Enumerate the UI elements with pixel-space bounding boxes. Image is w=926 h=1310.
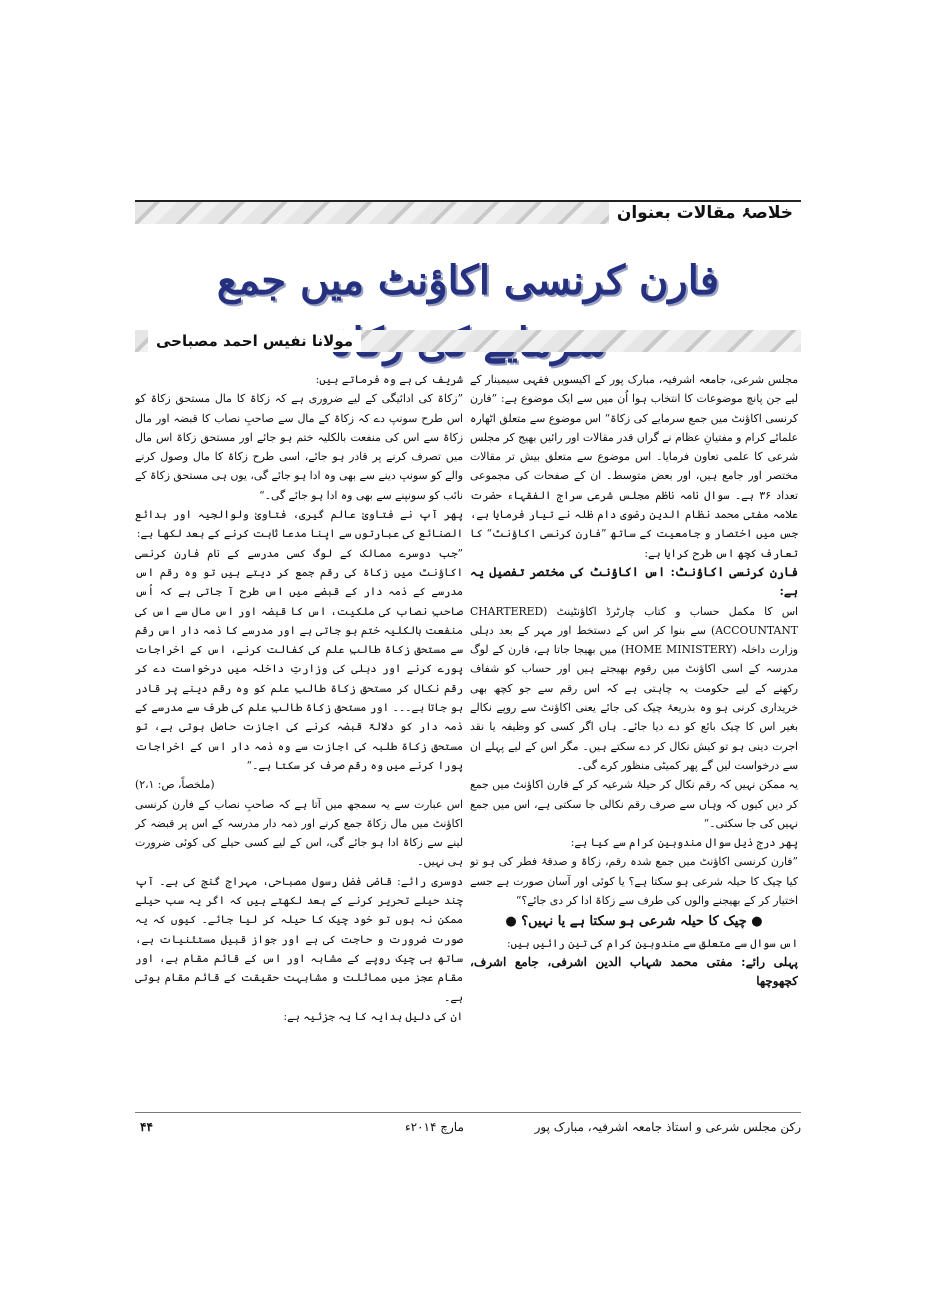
references-paragraph: پھر آپ نے فتاویٰ عالم گیری، فتاویٰ ولوالجیہ اور بدائع الصنائع کی عبارتوں سے اپنا مدعا ثابت کرنے کے بعد لکھا ہے: [135, 508, 463, 541]
citation: (ملخصاً، ص: ۲،۱) [135, 778, 215, 792]
question-subheading: ● چیک کا حیلہ شرعی ہو سکتا ہے یا نہیں؟ ● [505, 914, 763, 930]
footer-author-affiliation: رکن مجلس شرعی و استاذ جامعہ اشرفیہ، مبارک پور [534, 1120, 801, 1134]
first-opinion: پہلی رائے: مفتی محمد شہاب الدین اشرفی، جامع اشرف، کچھوچھا [470, 954, 798, 989]
section-title: خلاصۂ مقالات بعنوان [609, 202, 801, 224]
continuation-line: شریف کی ہے وہ فرماتے ہیں: [315, 373, 463, 386]
account-description: اس کا مکمل حساب و کتاب چارٹرڈ اکاؤنٹینٹ (CHARTERED ACCOUNTANT) سے بنوا کر اس کے دستخط اور مہر کے بعد دہلی وزارت داخلہ (HOME MINISTERY) میں بھیجا جاتا ہے، فارن کے لوگ مدرسہ کے اسی اکاؤنٹ میں رقوم بھیجتے ہیں اور حساب کو شفاف رکھنے کے لیے حکومت یہ چاہتی ہے کہ اس رقم سے جو کچھ بھی خریداری کرنی ہو وہ بذریعۂ چیک کی جائے یعنی اکاؤنٹ سے روپے نکالے بغیر اس کا چیک بائع کو دے دیا جائے۔ ہاں اگر کسی کو وظیفہ یا نقد اجرت دینی ہو تو کیش نکال کر دے سکتے ہیں۔ مگر اس کے لیے پہلے ان سے درخواست لیں گے پھر کمیٹی منظور کرے گی۔ [470, 604, 798, 772]
left-column [135, 370, 463, 1098]
footer-rule [135, 1112, 801, 1113]
intro-paragraph: مجلس شرعی، جامعہ اشرفیہ، مبارک پور کے اکیسویں فقہی سیمینار کے لیے جن پانچ موضوعات کا انتخاب ہوا اُن میں سے ایک موضوع ہے: ”فارن کرنسی اکاؤنٹ میں جمع سرمایے کی زکاۃ“ اس موضوع سے متعلق اٹھارہ علمائے کرام و مفتیانِ عظام نے گراں قدر مقالات اور رائیں بھیج کر مجلس شرعی کا علمی تعاون فرمایا۔ اس موضوع سے متعلق بیش تر مقالات مختصر اور جامع ہیں، اور بعض متوسط۔ ان کے صفحات کی مجموعی تعداد ۳۶ ہے۔ سوال نامہ ناظم مجلس شرعی سراج الفقہاء حضرت علامہ مفتی محمد نظام الدین رضوی دام ظلہ نے تیار فرمایا ہے، جس میں اختصار و جامعیت کے ساتھ ”فارن کرنسی اکاؤنٹ“ کا تعارف کچھ اس طرح کرایا ہے: [470, 373, 798, 560]
right-column [470, 370, 798, 1098]
opinions-intro: اس سوال سے متعلق سے مندوبین کرام کی تین رائیں ہیں: [506, 936, 798, 950]
account-note: یہ ممکن نہیں کہ رقم نکال کر حیلۂ شرعیہ کر کے فارن اکاؤنٹ میں جمع کر دیں کیوں کہ وہاں سے صرف رقم نکالی جا سکتی ہے، اس میں جمع نہیں کی جا سکتی۔“ [470, 778, 798, 830]
question-text: ”فارن کرنسی اکاؤنٹ میں جمع شدہ رقم، زکاۃ و صدقۂ فطر کی ہو تو کیا چیک کا حیلہ شرعی ہو سکتا ہے؟ یا کوئی اور آسان صورت ہے جسے اختیار کر کے بھیجنے والوں کی طرف سے زکاۃ ادا کر دی جائے؟“ [470, 855, 798, 908]
footer-issue-date: مارچ ۲۰۱۴ء [405, 1120, 464, 1134]
account-heading: فارن کرنسی اکاؤنٹ: اس اکاؤنٹ کی مختصر تفصیل یہ ہے: [470, 564, 798, 599]
second-opinion: دوسری رائے: قاضی فضل رسول مصباحی، مہراج گنج کی ہے۔ آپ چند حیلے تحریر کرنے کے بعد لکھتے ہیں کہ اگر یہ سب حیلے ممکن نہ ہوں تو خود چیک کا حیلہ کر لیا جائے۔ کیوں کہ یہ صورت ضرورت و حاجت کی ہے اور جواز قبیل مستثنیات ہے، ساتھ ہی چیک روپے کے مشابہ اور اس کے قائم مقام ہے، اور مقام عجز میں مماثلت و مشابہت حقیقت کے قائم مقام ہوتی ہے۔ [135, 874, 463, 1004]
article-title: فارن کرنسی اکاؤنٹ میں جمع [216, 257, 720, 304]
zakat-quote: ”زکاۃ کی ادائیگی کے لیے ضروری ہے کہ زکاۃ کا مال مستحق زکاۃ کو اس طرح سونپ دے کہ زکاۃ کے مال سے صاحبِ نصاب کا قبضہ اور مال زکاۃ سے اس کی منفعت بالکلیہ ختم ہو جائے اور مستحق زکاۃ اس مال میں تصرف کرنے پر قادر ہو جائے، اسی طرح زکاۃ کا مال وصول کرنے والے کو سونپ دینے سے بھی وہ ادا ہو جائے گی، یوں ہی مستحق زکاۃ کے نائب کو سونپنے سے بھی وہ ادا ہو جائے گی۔“ [135, 392, 463, 502]
evidence-line: ان کی دلیل ہدایہ کا یہ جزئیہ ہے: [283, 1009, 463, 1023]
conclusion-paragraph: اس عبارت سے یہ سمجھ میں آتا ہے کہ صاحبِ نصاب کے فارن کرنسی اکاؤنٹ میں مال زکاۃ جمع کرنے اور ذمہ دار مدرسہ کے اس پر قبضہ کر لینے سے زکاۃ ادا ہو جائے گی، اس کے لیے کسی حیلے کی کوئی ضرورت ہی نہیں۔ [135, 797, 463, 869]
question-intro: پھر درج ذیل سوال مندوبین کرام سے کیا ہے: [570, 836, 798, 850]
account-quote: ”جب دوسرے ممالک کے لوگ کسی مدرسے کے نام فارن کرنسی اکاؤنٹ میں زکاۃ کی رقم جمع کر دیتے ہیں تو وہ رقم اس مدرسے کے ذمہ دار کے قبضے میں اس طرح آ جاتی ہے کہ اُس صاحبِ نصاب کی ملکیت، اس کا قبضہ اور اس مال سے اس کی منفعت بالکلیہ ختم ہو جاتی ہے اور مدرسے کا ذمہ دار اس رقم سے مستحق زکاۃ طالبِ علم کی کفالت کرنے، اس کے اخراجات پورے کرنے اور دہلی کی وزارتِ داخلہ میں درخواست دے کر رقم نکال کر مستحق زکاۃ طالبِ علم کو وہ رقم دینے پر قادر ہو جاتا ہے۔۔۔ اور مستحق زکاۃ طالبِ علم کی طرف سے مدرسے کے ذمہ دار کو دلالۃً قبضہ کرنے کی اجازت حاصل ہوتی ہے، تو مستحق زکاۃ طلبہ کی اجازت سے وہ ذمہ دار اس کے اخراجات پورا کرنے میں وہ رقم صرف کر سکتا ہے۔“ [135, 546, 463, 772]
page-number: ۴۴ [140, 1120, 153, 1134]
author-name: مولانا نفیس احمد مصباحی [148, 330, 361, 352]
